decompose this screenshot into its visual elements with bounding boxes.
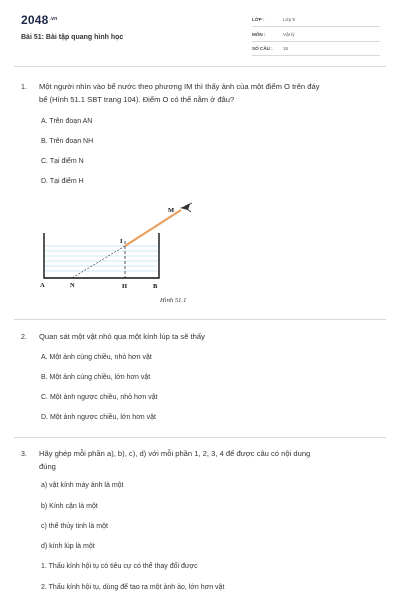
question-number: 2.	[21, 334, 27, 341]
meta-subject-value: Vật lý	[283, 32, 295, 37]
meta-count-label: SỐ CÂU :	[252, 46, 273, 51]
ray-IM	[125, 210, 181, 246]
question-text	[39, 81, 384, 106]
label-A: A	[40, 282, 45, 289]
meta-count-row	[252, 44, 380, 56]
match-item: c) thể thủy tinh là một	[41, 523, 108, 530]
answer-option[interactable]: D. Một ảnh ngược chiều, lớn hơn vật	[41, 414, 156, 421]
figure-51-1	[30, 200, 230, 312]
section-divider	[14, 319, 386, 320]
match-item: b) Kính cận là một	[41, 503, 98, 510]
question-line: Một người nhìn vào bể nước theo phương IM thì thấy ảnh của một điểm O trên đáy	[39, 82, 320, 91]
eye-icon	[180, 203, 192, 212]
site-logo[interactable]	[21, 13, 57, 27]
question-text	[39, 448, 384, 473]
header-divider	[14, 66, 386, 67]
question-line: đúng	[39, 461, 56, 471]
question-number: 3.	[21, 451, 27, 458]
section-divider	[14, 437, 386, 438]
answer-option[interactable]: C. Tại điểm N	[41, 158, 84, 165]
label-H: H	[122, 283, 128, 290]
lesson-title: Bài 51: Bài tập quang hình học	[21, 34, 124, 41]
match-item: d) kính lúp là một	[41, 543, 95, 550]
logo-main: 2048	[21, 13, 49, 27]
question-number: 1.	[21, 84, 27, 91]
meta-class-value: Lớp 9	[283, 17, 295, 22]
logo-suffix: .vn	[49, 16, 58, 22]
question-line: Hãy ghép mỗi phần a), b), c), d) với mỗi phần 1, 2, 3, 4 để được câu có nội dung	[39, 449, 311, 458]
page-header	[0, 0, 400, 62]
answer-option[interactable]: B. Trên đoạn NH	[41, 138, 94, 145]
match-item: a) vật kính máy ảnh là một	[41, 482, 124, 489]
label-M: M	[168, 207, 175, 214]
question-text	[39, 331, 384, 344]
answer-option[interactable]: A. Một ảnh cùng chiều, nhỏ hơn vật	[41, 354, 152, 361]
figure-caption: Hình 51.1	[160, 297, 187, 304]
meta-subject-row	[252, 30, 380, 42]
question-line: bể (Hình 51.1 SBT trang 104). Điểm O có thể nằm ở đâu?	[39, 94, 235, 104]
answer-option[interactable]: A. Trên đoạn AN	[41, 118, 93, 125]
label-I: I	[120, 238, 123, 245]
label-N: N	[70, 282, 75, 289]
label-B: B	[153, 283, 158, 290]
meta-class-row	[252, 15, 380, 27]
answer-option[interactable]: C. Một ảnh ngược chiều, nhỏ hơn vật	[41, 394, 158, 401]
meta-count-value: 15	[283, 46, 289, 51]
match-item: 2. Thấu kính hội tụ, dùng để tạo ra một ảnh ảo, lớn hơn vật	[41, 584, 225, 591]
question-line: Quan sát một vật nhỏ qua một kính lúp ta sẽ thấy	[39, 332, 205, 341]
meta-class-label: LỚP :	[252, 17, 265, 22]
answer-option[interactable]: B. Một ảnh cùng chiều, lớn hơn vật	[41, 374, 151, 381]
meta-subject-label: MÔN :	[252, 32, 266, 37]
answer-option[interactable]: D. Tại điểm H	[41, 178, 84, 185]
water-lines	[45, 246, 158, 271]
match-item: 1. Thấu kính hội tụ có tiêu cự có thể thay đổi được	[41, 563, 198, 570]
